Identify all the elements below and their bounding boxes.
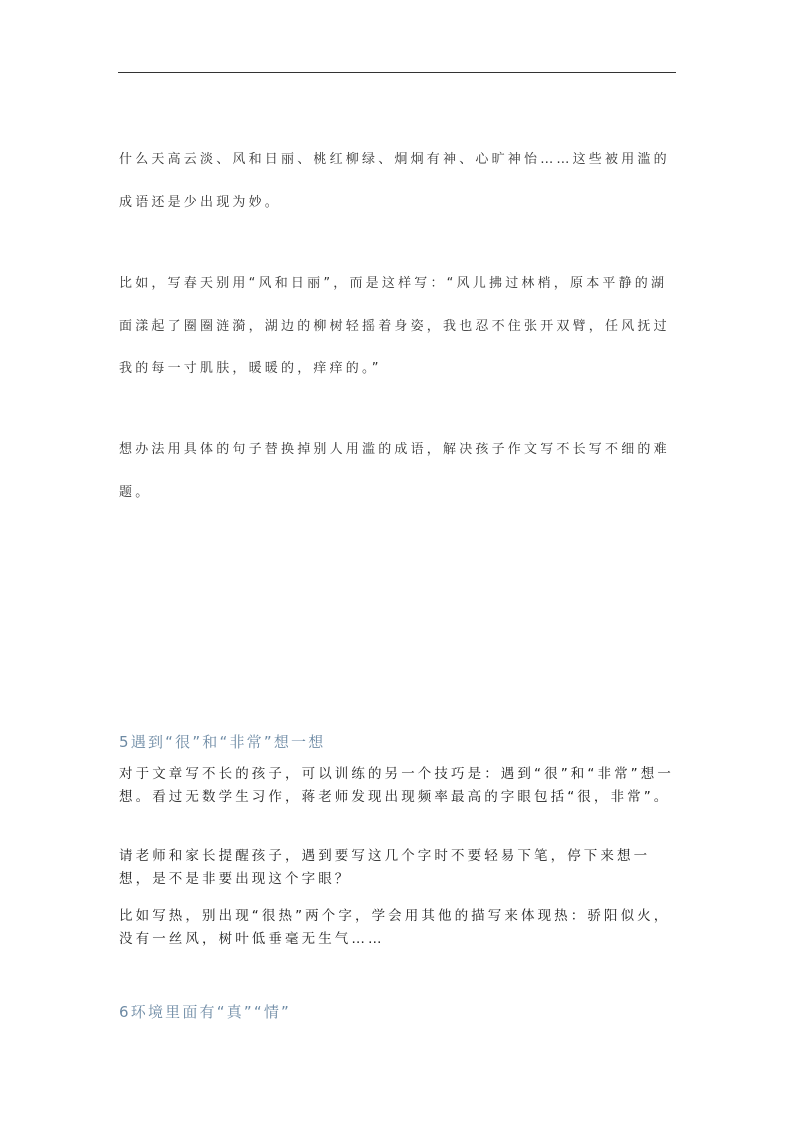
paragraph-replace-idioms: 想办法用具体的句子替换掉别人用滥的成语，解决孩子作文写不长写不细的难题。 [119,442,670,500]
section-5-paragraph-3: 比如写热，别出现“很热”两个字，学会用其他的描写来体现热：骄阳似火，没有一丝风，树叶低垂毫无生气…… [119,908,671,947]
paragraph-spring-example: 比如，写春天别用“风和日丽”，而是这样写：“风儿拂过林梢，原本平静的湖面漾起了圈圈涟漪，湖边的柳树轻摇着身姿，我也忍不住张开双臂，任风抚过我的每一寸肌肤，暖暖的，痒痒的。” [119,276,670,376]
header-rule [118,72,676,73]
section-5-paragraph-2: 请老师和家长提醒孩子，遇到要写这几个字时不要轻易下笔，停下来想一想，是不是非要出现这个字眼？ [119,848,651,887]
section-6-heading: 6环境里面有“真”“情” [119,1003,292,1021]
paragraph-cliche-idioms: 什么天高云淡、风和日丽、桃红柳绿、炯炯有神、心旷神怡……这些被用滥的成语还是少出现为妙。 [119,152,670,210]
section-5-heading: 5遇到“很”和“非常”想一想 [119,733,326,751]
section-5-paragraph-1: 对于文章写不长的孩子，可以训练的另一个技巧是：遇到“很”和“非常”想一想。看过无数学生习作，蒋老师发现出现频率最高的字眼包括“很，非常”。 [119,766,674,805]
